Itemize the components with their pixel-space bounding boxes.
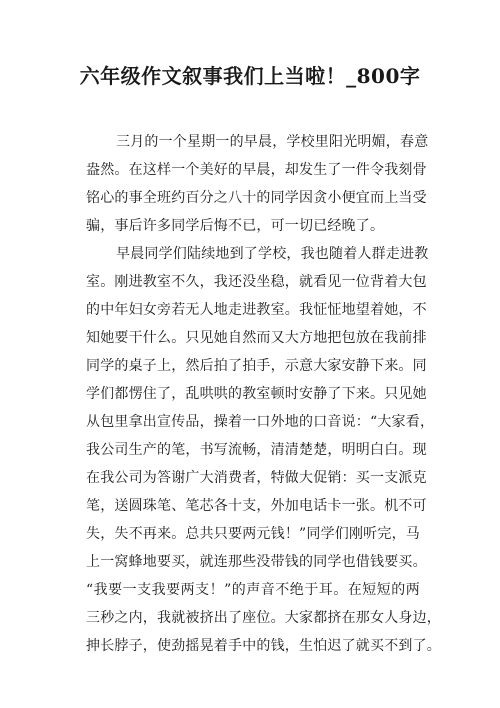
document-body: [86, 128, 441, 660]
text-line: 盎然。在这样一个美好的早晨，却发生了一件令我刻骨: [86, 162, 427, 178]
text-line: 失，失不再来。总共只要两元钱！”同学们刚听完，马: [86, 526, 420, 542]
text-line: 的中年妇女旁若无人地走进教室。我怔怔地望着她，不: [86, 302, 427, 318]
text-line: 铭心的事全班约百分之八十的同学因贪小便宜而上当受: [86, 190, 427, 206]
text-line: 骗，事后许多同学后悔不已，可一切已经晚了。: [86, 218, 385, 234]
text-line: 从包里拿出宣传品，操着一口外地的口音说：“大家看，: [86, 414, 435, 430]
text-line: 在我公司为答谢广大消费者，特做大促销：买一支派克: [86, 470, 427, 486]
text-line: 三秒之内，我就被挤出了座位。大家都挤在那女人身边，: [86, 610, 441, 626]
text-line: 早晨同学们陆续地到了学校，我也随着人群走进教: [116, 246, 429, 262]
text-line: 笔，送圆珠笔、笔芯各十支，外加电话卡一张。机不可: [86, 498, 427, 514]
text-line: 三月的一个星期一的早晨，学校里阳光明媚，春意: [116, 134, 429, 150]
text-line: “我要一支我要两支！”的声音不绝于耳。在短短的两: [86, 582, 420, 598]
text-line: 室。刚进教室不久，我还没坐稳，就看见一位背着大包: [86, 274, 427, 290]
text-line: 学们都愣住了，乱哄哄的教室顿时安静了下来。只见她: [86, 386, 427, 402]
text-line: 抻长脖子，使劲摇晃着手中的钱，生怕迟了就买不到了。: [86, 638, 441, 654]
text-line: 同学的桌子上，然后拍了拍手，示意大家安静下来。同: [86, 358, 427, 374]
text-line: 上一窝蜂地要买，就连那些没带钱的同学也借钱要买。: [86, 554, 427, 570]
document-title: 六年级作文叙事我们上当啦！_800字: [79, 64, 421, 88]
text-line: 我公司生产的笔，书写流畅，清清楚楚，明明白白。现: [86, 442, 427, 458]
text-line: 知她要干什么。只见她自然而又大方地把包放在我前排: [86, 330, 427, 346]
